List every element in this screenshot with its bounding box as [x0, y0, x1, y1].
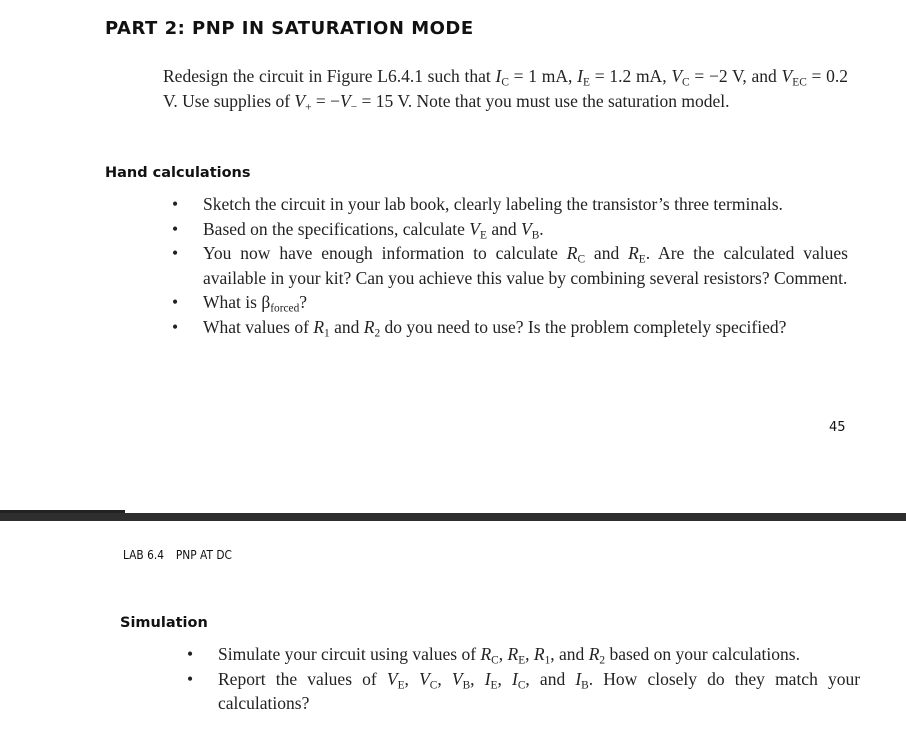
math-symbol: $R_2$ [363, 316, 381, 339]
math-symbol: $I_E$ [484, 668, 498, 691]
intro-paragraph: Redesign the circuit in Figure L6.4.1 such that $I_C = 1$ mA, $I_E = 1.2$ mA, $V_C = -2$ V, and $V_{EC} = 0.2$ V. Use supplies of $V_+ = -V_- = 15$ V. Note that you must use the saturation model. [163, 66, 849, 113]
math-symbol: $R_1$ [313, 316, 330, 339]
bullet-icon: • [172, 243, 179, 263]
list-item: • Report the values of $V_E$, $V_C$, $V_B$, $I_E$, $I_C$, and $I_B$. How closely do they match your calculations? [187, 668, 861, 713]
running-head [123, 547, 232, 562]
bullet-icon: • [172, 292, 179, 312]
page-divider-bar [0, 513, 906, 521]
list-item: • What values of $R_1$ and $R_2$ do you need to use? Is the problem completely specified? [172, 316, 787, 339]
math-symbol: $R_2$ [588, 644, 606, 667]
hand-calculations-list [172, 192, 848, 339]
simulation-heading: Simulation [120, 615, 208, 631]
page-number: 45 [829, 420, 846, 435]
math-symbol: $V_E$ [469, 218, 487, 241]
math-symbol: $V_E$ [386, 668, 405, 691]
math-symbol: $V_B$ [520, 218, 540, 241]
bullet-icon: • [187, 644, 194, 664]
list-item: • Based on the specifications, calculate $V_E$ and $V_B$. [172, 218, 544, 241]
math-symbol: $I_C$ [495, 66, 509, 89]
running-head-lab: LAB 6.4 [123, 547, 164, 562]
math-symbol: $V_C$ [419, 668, 438, 691]
running-head-topic: PNP AT DC [175, 547, 232, 562]
math-symbol: $V_-$ [340, 90, 358, 113]
list-item: • You now have enough information to calculate $R_C$ and $R_E$. Are the calculated values available in your kit? Can you achieve this value by combining several resistors? Comment. [172, 243, 848, 288]
list-item: • Sketch the circuit in your lab book, clearly labeling the transistor’s three terminals. [203, 192, 848, 217]
list-item: • Simulate your circuit using values of $R_C$, $R_E$, $R_1$, and $R_2$ based on your calculations. [187, 644, 800, 667]
list-item: • What is $\beta_{forced}$? [172, 292, 308, 315]
bullet-icon: • [172, 218, 179, 239]
bullet-icon: • [172, 194, 179, 214]
hand-calculations-heading: Hand calculations [105, 165, 251, 181]
bullet-icon: • [172, 316, 179, 337]
math-symbol: $R_E$ [507, 644, 526, 667]
bullet-icon: • [187, 668, 194, 689]
math-symbol: $I_B$ [575, 668, 589, 691]
math-symbol: $\beta_{forced}$ [261, 292, 300, 315]
simulation-list [187, 642, 861, 716]
math-symbol: $V_+$ [294, 90, 312, 113]
math-symbol: $V_C$ [671, 66, 690, 89]
math-symbol: $V_B$ [451, 668, 471, 691]
math-symbol: $R_1$ [533, 644, 551, 667]
math-symbol: $R_C$ [566, 243, 586, 266]
math-symbol: $I_C$ [512, 668, 526, 691]
math-symbol: $I_E$ [577, 66, 590, 89]
part-title: PART 2: PNP IN SATURATION MODE [105, 18, 474, 39]
math-symbol: $V_{EC}$ [781, 66, 807, 89]
math-symbol: $R_E$ [628, 243, 646, 266]
math-symbol: $R_C$ [480, 644, 499, 667]
